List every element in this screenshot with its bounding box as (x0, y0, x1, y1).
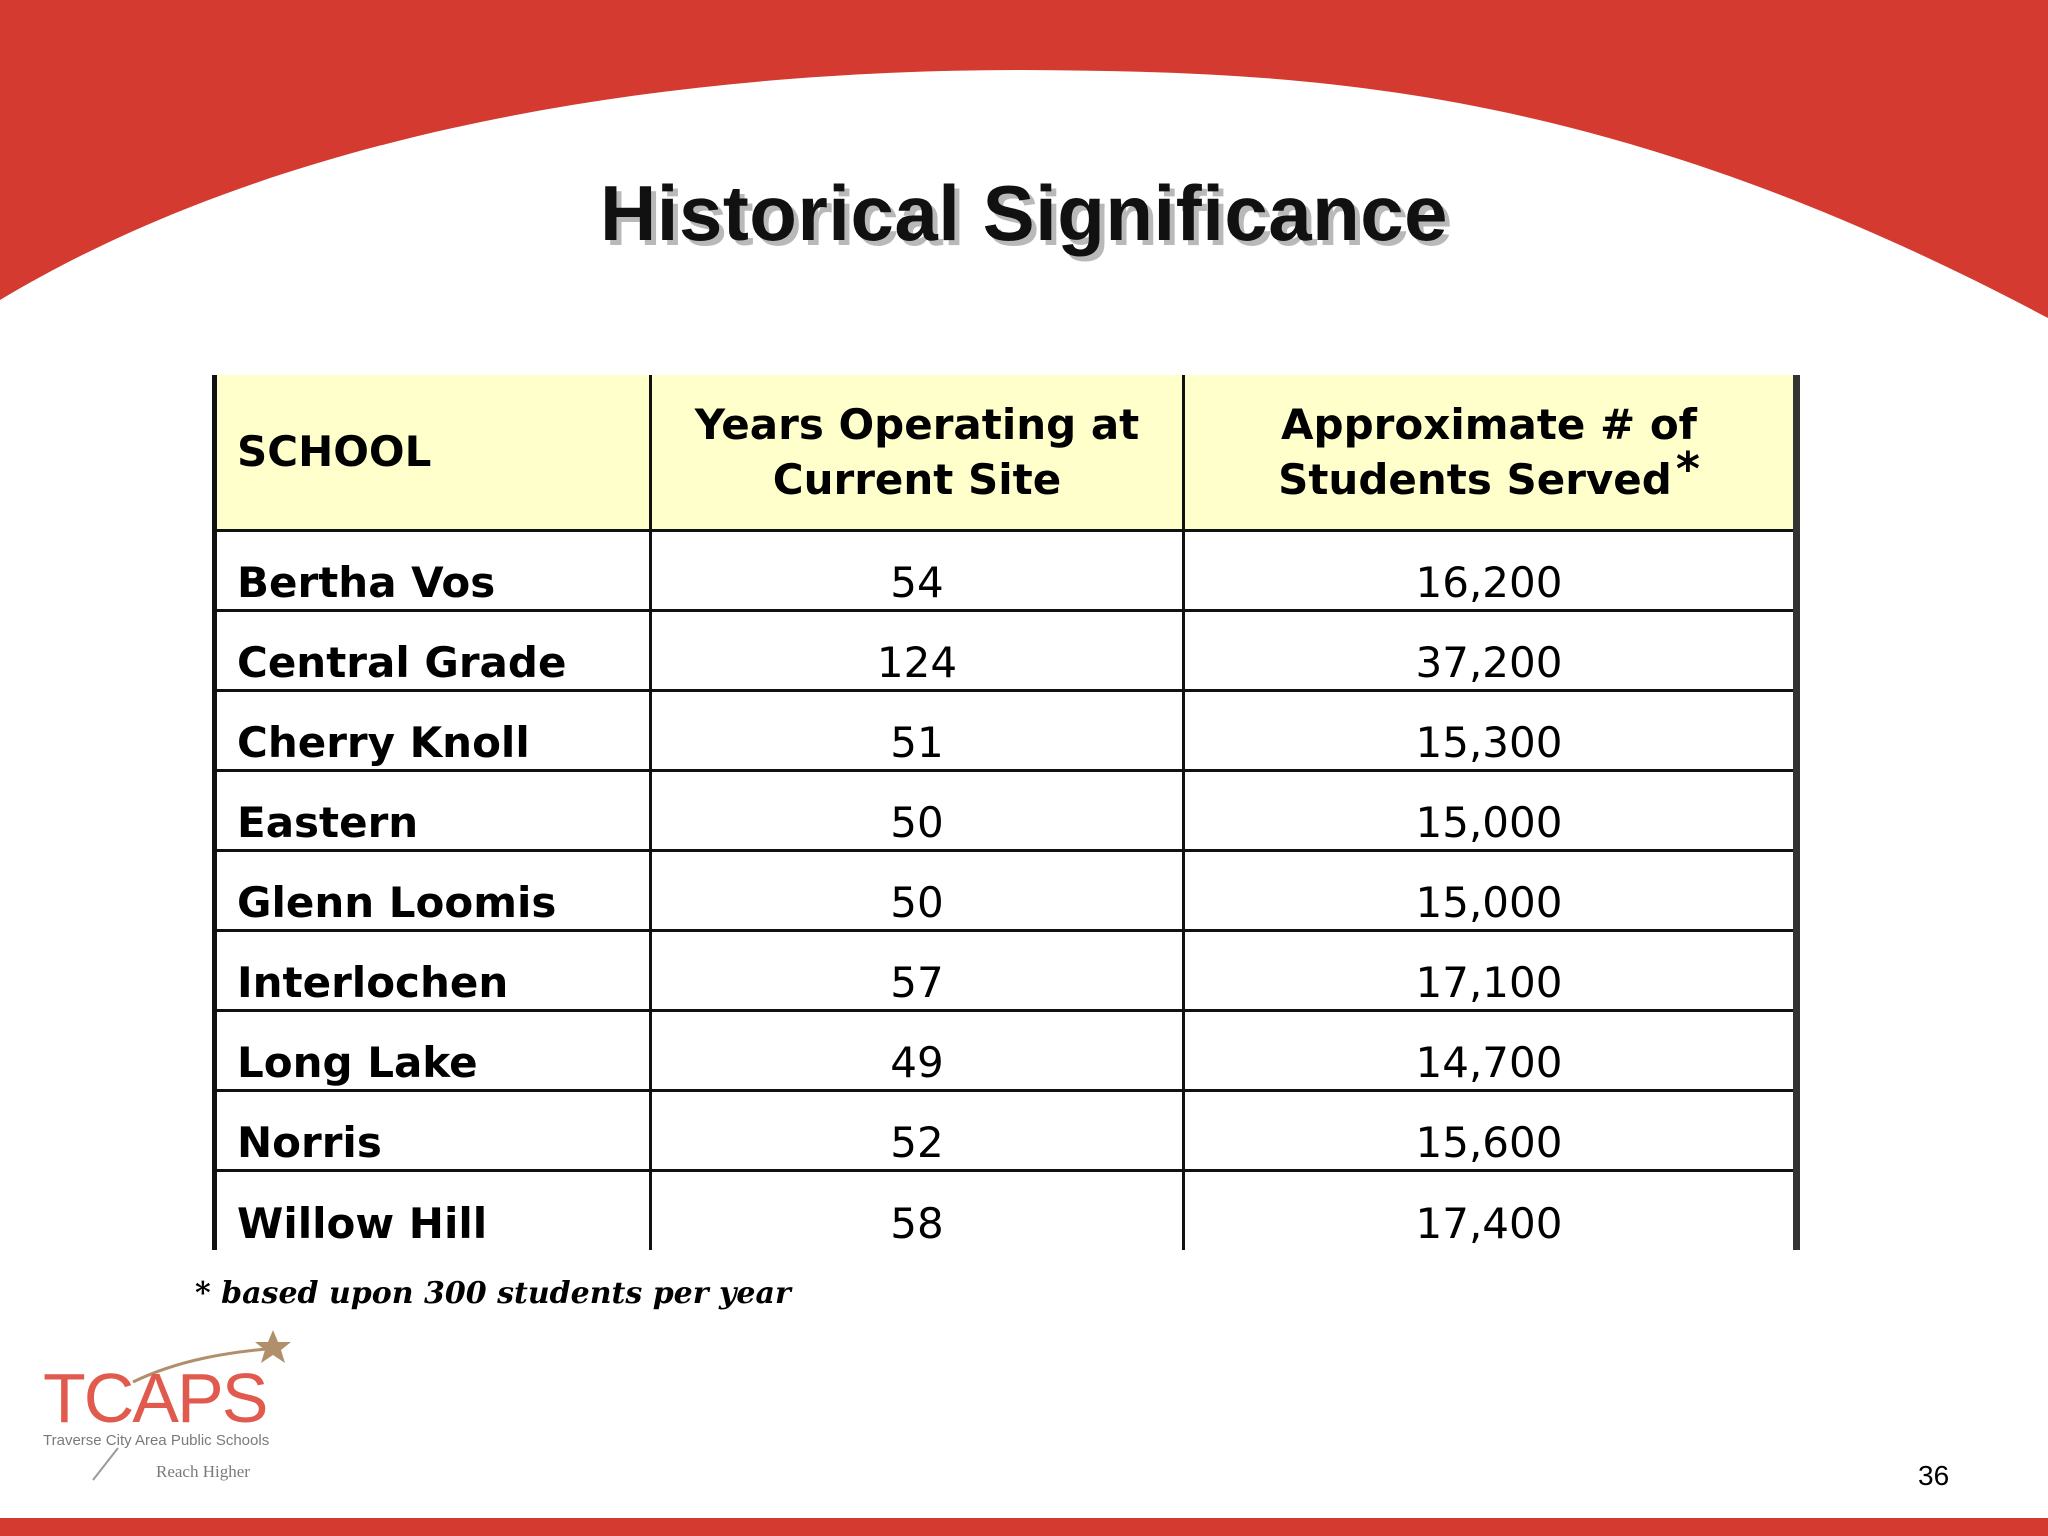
school-name: Bertha Vos (215, 530, 651, 610)
school-name: Norris (215, 1090, 651, 1170)
table-row (215, 690, 1797, 770)
logo-tagline: Reach Higher (156, 1462, 250, 1481)
logo-subtitle: Traverse City Area Public Schools (43, 1432, 270, 1449)
table-row (215, 1170, 1797, 1250)
years-value: 57 (651, 930, 1184, 1010)
banner-shape (0, 0, 2048, 318)
header-students (1184, 375, 1797, 530)
logo-name: TCAPS (43, 1359, 267, 1437)
page-title: Historical Significance (599, 169, 1449, 257)
years-value: 54 (651, 530, 1184, 610)
years-value: 49 (651, 1010, 1184, 1090)
bottom-bar (0, 1518, 2048, 1536)
students-value: 14,700 (1184, 1010, 1797, 1090)
table-row (215, 770, 1797, 850)
school-name: Interlochen (215, 930, 651, 1010)
footnote-marker: * (1675, 441, 1700, 496)
table-row (215, 930, 1797, 1010)
students-value: 15,300 (1184, 690, 1797, 770)
header-students-line2: Students Served (1278, 454, 1672, 504)
years-value: 51 (651, 690, 1184, 770)
years-value: 124 (651, 610, 1184, 690)
students-value: 17,400 (1184, 1170, 1797, 1250)
students-value: 37,200 (1184, 610, 1797, 690)
school-name: Glenn Loomis (215, 850, 651, 930)
years-value: 58 (651, 1170, 1184, 1250)
school-name: Willow Hill (215, 1170, 651, 1250)
school-name: Long Lake (215, 1010, 651, 1090)
header-school: SCHOOL (215, 375, 651, 530)
students-value: 16,200 (1184, 530, 1797, 610)
school-name: Cherry Knoll (215, 690, 651, 770)
table-row (215, 1090, 1797, 1170)
table-row (215, 1010, 1797, 1090)
school-name: Central Grade (215, 610, 651, 690)
top-banner (0, 0, 2048, 320)
school-name: Eastern (215, 770, 651, 850)
students-value: 15,000 (1184, 850, 1797, 930)
header-students-line1: Approximate # of (1281, 399, 1697, 449)
header-years-line1: Years Operating at (694, 399, 1140, 449)
students-value: 15,000 (1184, 770, 1797, 850)
table-row (215, 610, 1797, 690)
table-row (215, 530, 1797, 610)
students-value: 17,100 (1184, 930, 1797, 1010)
page-number: 36 (1918, 1460, 1950, 1491)
years-value: 52 (651, 1090, 1184, 1170)
table-header-row (215, 375, 1797, 530)
header-years (651, 375, 1184, 530)
table-row (215, 850, 1797, 930)
years-value: 50 (651, 850, 1184, 930)
tcaps-logo (38, 1330, 308, 1490)
years-value: 50 (651, 770, 1184, 850)
students-value: 15,600 (1184, 1090, 1797, 1170)
header-years-line2: Current Site (772, 454, 1062, 504)
schools-table (212, 375, 1800, 1250)
footnote: * based upon 300 students per year (195, 1276, 791, 1311)
